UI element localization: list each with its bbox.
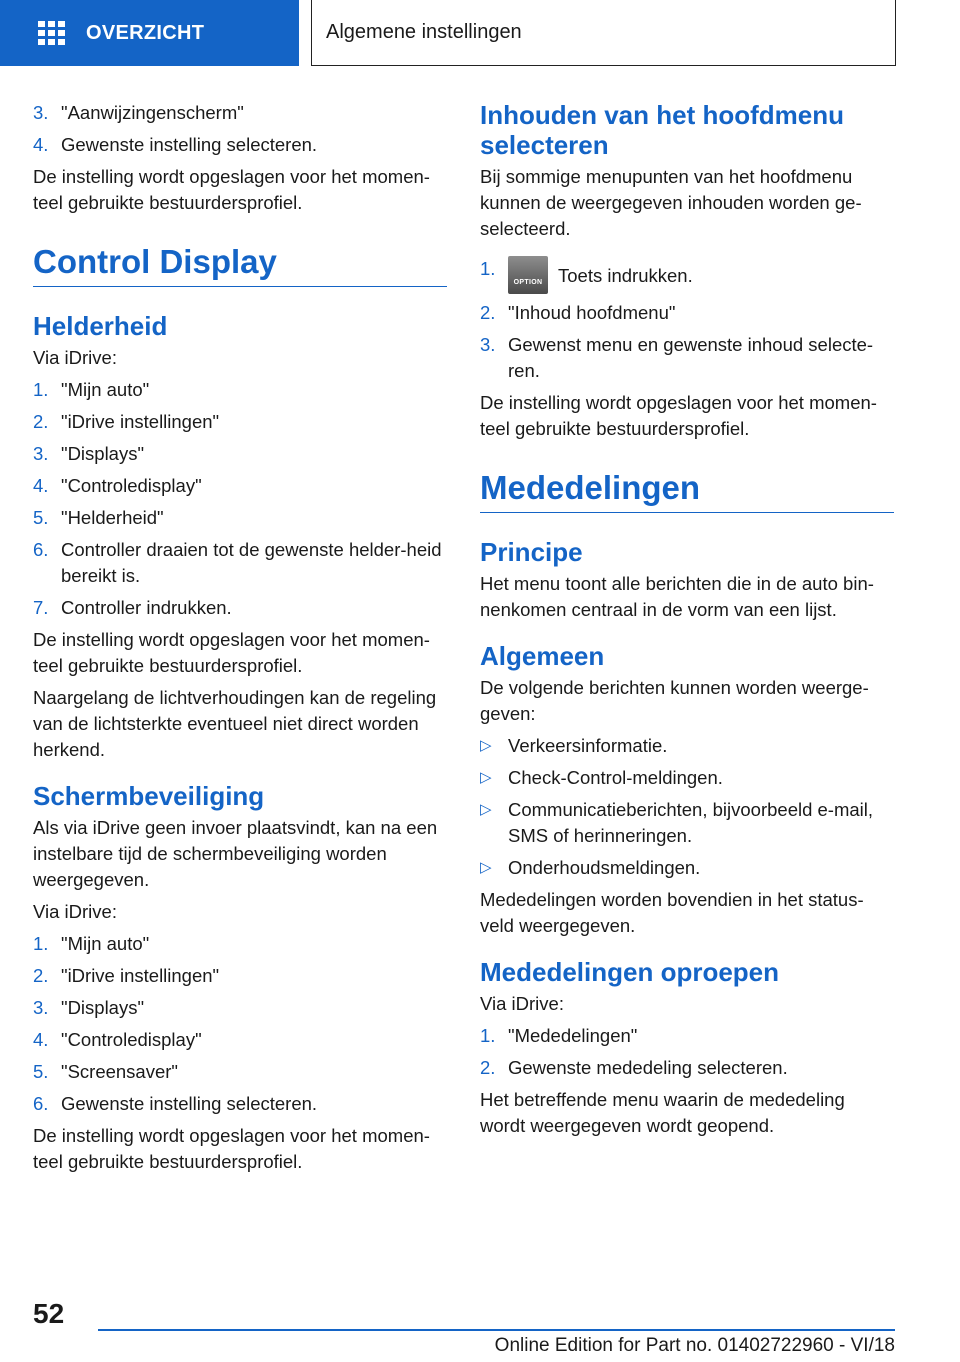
step-text: Gewenste instelling selecteren. (61, 134, 318, 155)
step-number: 1. (480, 1025, 496, 1046)
step-text: "Mijn auto" (61, 933, 150, 954)
paragraph: Bij sommige menupunten van het hoofdmenu kunnen de weergegeven inhouden worden ge‐selecteerd. (480, 166, 862, 239)
step-text: "Mededelingen" (508, 1025, 638, 1046)
section-heading-mededelingen: Mededelingen (480, 468, 894, 513)
step-text: "iDrive instellingen" (61, 965, 220, 986)
paragraph: Mededelingen worden bovendien in het status‐veld weergegeven. (480, 889, 864, 936)
list-item (33, 441, 447, 467)
bullet-text: Onderhoudsmeldingen. (508, 857, 701, 878)
list-item (33, 132, 447, 158)
step-number: 1. (480, 258, 496, 279)
paragraph: De instelling wordt opgeslagen voor het momen‐teel gebruikte bestuurdersprofiel. (33, 1125, 430, 1172)
list-item (33, 505, 447, 531)
list-item (480, 855, 894, 881)
subheading-algemeen: Algemeen (480, 641, 605, 671)
step-text: "Displays" (61, 997, 145, 1018)
bullet-text: Communicatieberichten, bijvoorbeeld e-mail, SMS of herinneringen. (508, 799, 874, 846)
bullet-text: Check-Control-meldingen. (508, 767, 723, 788)
step-text: "Displays" (61, 443, 145, 464)
list-item (33, 995, 447, 1021)
step-number: 4. (33, 134, 49, 155)
right-column (480, 100, 894, 1145)
paragraph: Naargelang de lichtverhoudingen kan de regeling van de lichtsterkte eventueel niet direct worden herkend. (33, 687, 437, 760)
triangle-bullet-icon: ▷ (480, 737, 492, 754)
bullet-list-message-types (480, 733, 894, 881)
list-item (33, 100, 447, 126)
paragraph: De instelling wordt opgeslagen voor het momen‐teel gebruikte bestuurdersprofiel. (33, 629, 430, 676)
section-heading-control-display: Control Display (33, 242, 447, 287)
subheading-principe: Principe (480, 537, 583, 567)
step-number: 3. (33, 997, 49, 1018)
triangle-bullet-icon: ▷ (480, 801, 492, 818)
left-column (33, 100, 447, 1181)
step-number: 3. (33, 443, 49, 464)
page-number: 52 (33, 1298, 65, 1329)
step-number: 2. (480, 1057, 496, 1078)
grid-menu-icon (38, 21, 66, 45)
step-text: Gewenste instelling selecteren. (61, 1093, 318, 1114)
step-number: 3. (33, 102, 49, 123)
option-button-icon (508, 256, 548, 294)
subheading-mededelingen-oproepen: Mededelingen oproepen (480, 957, 780, 987)
step-number: 6. (33, 1093, 49, 1114)
list-item (33, 537, 447, 589)
step-text: "Screensaver" (61, 1061, 178, 1082)
step-number: 2. (33, 411, 49, 432)
overview-label: OVERZICHT (86, 21, 205, 44)
list-item (33, 595, 447, 621)
step-text: Toets indrukken. (558, 265, 693, 286)
step-text: "Aanwijzingenscherm" (61, 102, 244, 123)
step-list-screensaver (33, 931, 447, 1117)
step-text: Controller indrukken. (61, 597, 232, 618)
triangle-bullet-icon: ▷ (480, 769, 492, 786)
step-text: "Inhoud hoofdmenu" (508, 302, 676, 323)
footer-divider (98, 1329, 895, 1331)
list-item (480, 332, 894, 384)
step-number: 1. (33, 379, 49, 400)
step-number: 4. (33, 1029, 49, 1050)
paragraph: Als via iDrive geen invoer plaatsvindt, kan na een instelbare tijd de schermbeveiliging worden weergegeven. (33, 817, 438, 890)
step-list-main-menu-content (480, 256, 894, 384)
option-button-label: OPTION (513, 279, 543, 286)
step-number: 6. (33, 539, 49, 560)
list-item (33, 1027, 447, 1053)
step-number: 2. (33, 965, 49, 986)
page-header (0, 0, 960, 66)
subheading-inhouden-hoofdmenu: Inhouden van het hoofdmenu selecteren (480, 100, 844, 160)
paragraph: De volgende berichten kunnen worden weerge‐geven: (480, 677, 869, 724)
list-item (33, 1091, 447, 1117)
step-text: "Controledisplay" (61, 475, 202, 496)
list-item (33, 473, 447, 499)
list-item (480, 797, 894, 849)
list-item (480, 1055, 894, 1081)
list-item (480, 300, 894, 326)
step-text: Gewenste mededeling selecteren. (508, 1057, 788, 1078)
step-number: 2. (480, 302, 496, 323)
paragraph: Het betreffende menu waarin de mededeling wordt weergegeven wordt geopend. (480, 1089, 845, 1136)
step-list-display-settings (33, 100, 447, 158)
bullet-text: Verkeersinformatie. (508, 735, 668, 756)
via-idrive-label: Via iDrive: (480, 993, 564, 1014)
list-item (480, 765, 894, 791)
step-list-open-messages (480, 1023, 894, 1081)
paragraph: De instelling wordt opgeslagen voor het momen‐teel gebruikte bestuurdersprofiel. (480, 392, 877, 439)
subheading-helderheid: Helderheid (33, 311, 168, 341)
via-idrive-label: Via iDrive: (33, 901, 117, 922)
list-item (480, 256, 894, 294)
overview-nav-button[interactable] (0, 0, 299, 66)
via-idrive-label: Via iDrive: (33, 347, 117, 368)
step-number: 7. (33, 597, 49, 618)
list-item (33, 963, 447, 989)
triangle-bullet-icon: ▷ (480, 859, 492, 876)
paragraph: De instelling wordt opgeslagen voor het momen‐teel gebruikte bestuurdersprofiel. (33, 166, 430, 213)
list-item (33, 1059, 447, 1085)
step-text: Controller draaien tot de gewenste helder‐heid bereikt is. (61, 539, 442, 586)
list-item (33, 377, 447, 403)
subheading-schermbeveiliging: Schermbeveiliging (33, 781, 265, 811)
list-item (33, 931, 447, 957)
step-text: "Mijn auto" (61, 379, 150, 400)
section-title-tab[interactable]: Algemene instellingen (311, 0, 896, 66)
step-list-brightness (33, 377, 447, 621)
step-number: 5. (33, 507, 49, 528)
paragraph: Het menu toont alle berichten die in de auto bin‐nenkomen centraal in de vorm van een lijst. (480, 573, 874, 620)
step-number: 4. (33, 475, 49, 496)
step-text: Gewenst menu en gewenste inhoud selecte‐ren. (508, 334, 874, 381)
list-item (480, 1023, 894, 1049)
step-number: 5. (33, 1061, 49, 1082)
list-item (33, 409, 447, 435)
footer-edition-text: Online Edition for Part no. 01402722960 - VI/18 (494, 1335, 895, 1356)
step-text: "Helderheid" (61, 507, 164, 528)
list-item (480, 733, 894, 759)
step-text: "iDrive instellingen" (61, 411, 220, 432)
step-number: 1. (33, 933, 49, 954)
step-text: "Controledisplay" (61, 1029, 202, 1050)
step-number: 3. (480, 334, 496, 355)
